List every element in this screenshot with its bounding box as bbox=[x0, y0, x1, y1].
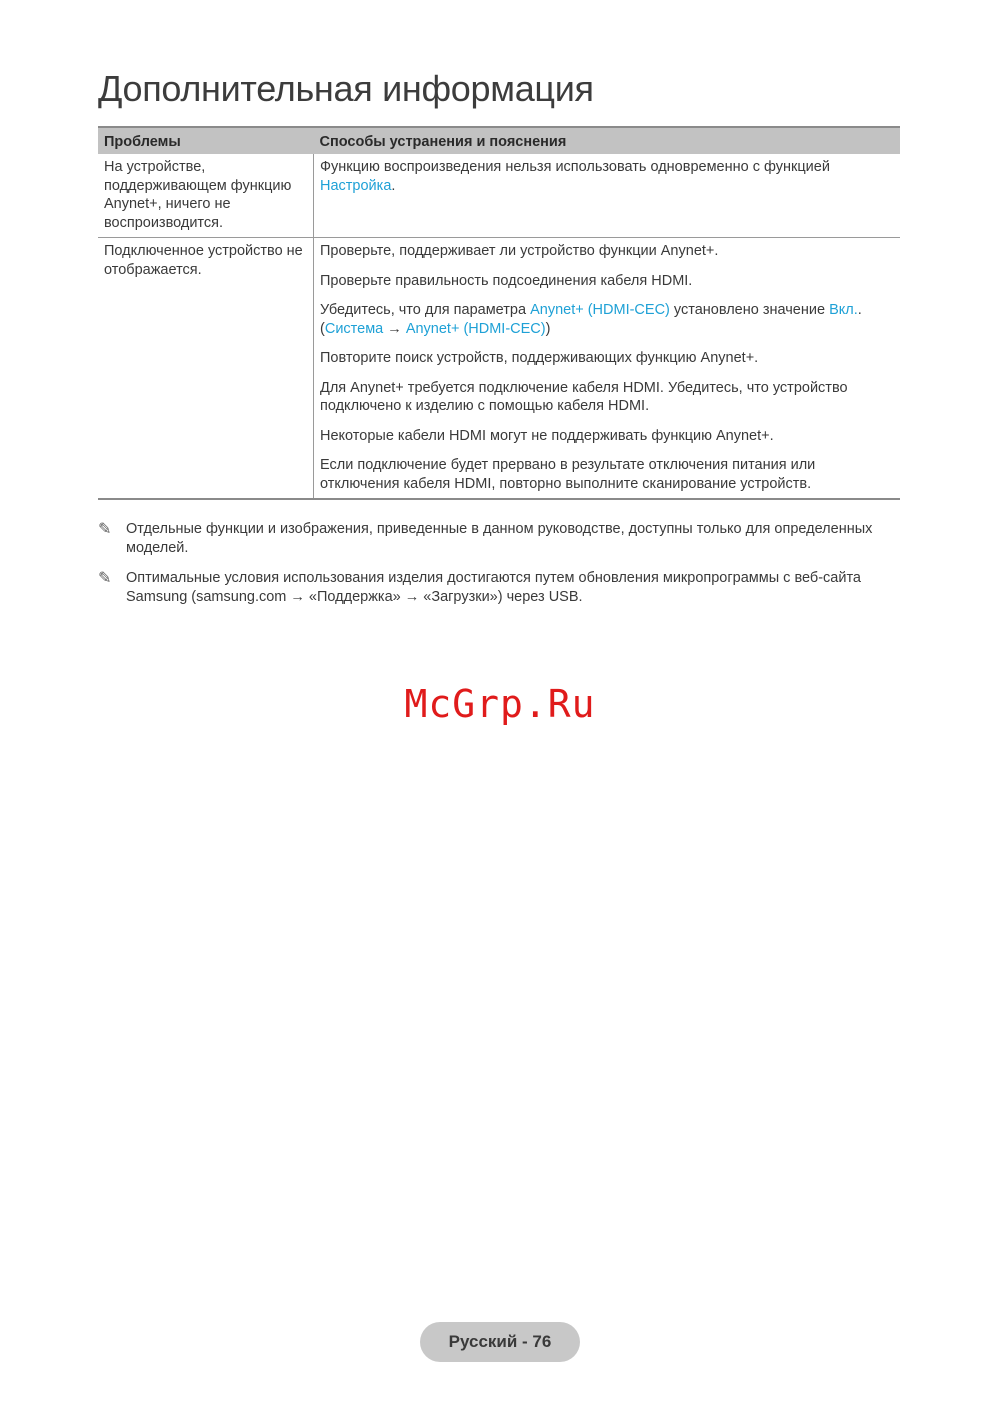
solution-item: Проверьте правильность подсоединения кабеля HDMI. bbox=[320, 272, 693, 289]
solution-item: Повторите поиск устройств, поддерживающих функцию Anynet+. bbox=[320, 350, 759, 366]
solution-text: установлено значение bbox=[669, 302, 830, 318]
solution-text: Функцию воспроизведения нельзя использовать одновременно с функцией bbox=[320, 159, 830, 175]
watermark: McGrp.Ru bbox=[404, 682, 596, 726]
solution-item bbox=[320, 301, 894, 338]
solution-item: Если подключение будет прервано в результате отключения питания или отключения кабеля HDMI, повторно выполните сканирование устройств. bbox=[320, 457, 816, 492]
notes-section bbox=[98, 520, 898, 618]
arrow-separator: → bbox=[383, 320, 406, 337]
table-header-row bbox=[98, 127, 900, 154]
page-number-badge: Русский - 76 bbox=[420, 1322, 580, 1362]
solution-item bbox=[320, 158, 894, 195]
menu-link-system[interactable]: Система bbox=[324, 320, 384, 337]
column-header-problems: Проблемы bbox=[98, 127, 314, 154]
troubleshooting-table bbox=[98, 126, 900, 500]
pencil-note-icon: ✎ bbox=[98, 521, 112, 538]
solution-text: . bbox=[391, 177, 396, 194]
menu-link-setup[interactable]: Настройка bbox=[320, 177, 392, 194]
menu-link-anynet-hdmi-cec[interactable]: Anynet+ (HDMI-CEC) bbox=[530, 302, 670, 318]
solution-cell bbox=[314, 154, 901, 238]
page-title: Дополнительная информация bbox=[98, 68, 594, 109]
note-item bbox=[98, 520, 898, 558]
solution-text: . ( bbox=[320, 302, 862, 337]
solution-item: Некоторые кабели HDMI могут не поддерживать функцию Anynet+. bbox=[320, 427, 774, 444]
solution-item: Для Anynet+ требуется подключение кабеля HDMI. Убедитесь, что устройство подключено к изделию с помощью кабеля HDMI. bbox=[320, 379, 848, 414]
solution-cell bbox=[314, 238, 901, 500]
note-item bbox=[98, 569, 898, 607]
note-text: Оптимальные условия использования изделия достигаются путем обновления микропрограммы с веб-сайта Samsung (samsung.com → «Поддержка» → «Загрузки») через USB. bbox=[126, 570, 861, 605]
menu-link-anynet-hdmi-cec-path[interactable]: Anynet+ (HDMI-CEC) bbox=[405, 320, 546, 337]
solution-text: ) bbox=[545, 320, 551, 337]
pencil-note-icon: ✎ bbox=[98, 570, 112, 587]
table-row bbox=[98, 154, 900, 238]
problem-cell: Подключенное устройство не отображается. bbox=[98, 238, 314, 500]
note-text: Отдельные функции и изображения, приведенные в данном руководстве, доступны только для определенных моделей. bbox=[126, 521, 873, 556]
menu-link-on[interactable]: Вкл. bbox=[829, 302, 858, 318]
column-header-solutions: Способы устранения и пояснения bbox=[314, 127, 901, 154]
problem-cell: На устройстве, поддерживающем функцию Anynet+, ничего не воспроизводится. bbox=[98, 154, 314, 238]
table-row bbox=[98, 238, 900, 500]
solution-text: Убедитесь, что для параметра bbox=[320, 302, 531, 318]
solution-item: Проверьте, поддерживает ли устройство функции Anynet+. bbox=[320, 243, 719, 259]
